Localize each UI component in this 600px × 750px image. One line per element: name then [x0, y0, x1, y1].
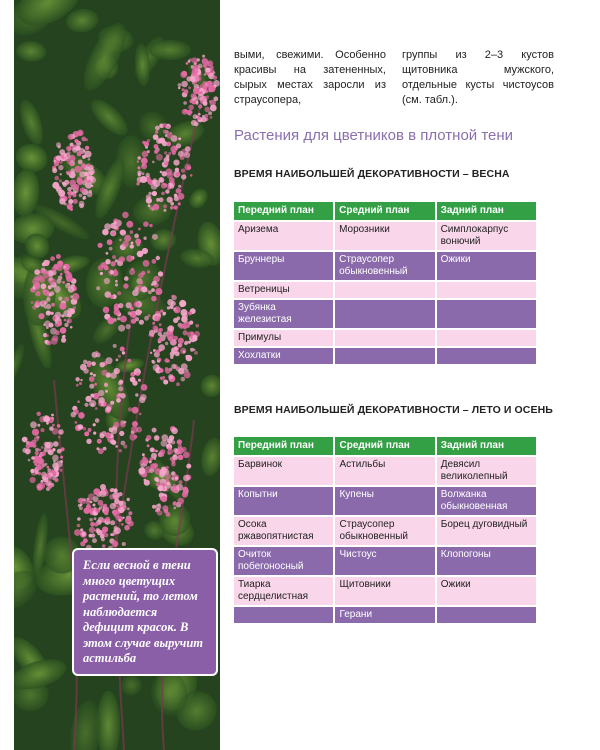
column-header: Передний план [234, 437, 333, 455]
table-cell: Чистоус [335, 547, 434, 575]
table-row [234, 487, 536, 515]
column-header: Задний план [437, 202, 536, 220]
body-text-columns [234, 48, 554, 108]
table-cell: Астильбы [335, 457, 434, 485]
column-header: Передний план [234, 202, 333, 220]
table-cell: Симплокарпус вонючий [437, 222, 536, 250]
table-cell: Примулы [234, 330, 333, 346]
spring-table-heading: ВРЕМЯ НАИБОЛЬШЕЙ ДЕКОРАТИВНОСТИ – ВЕСНА [234, 168, 510, 180]
table-cell [437, 330, 536, 346]
table-cell: Девясил великолепный [437, 457, 536, 485]
table-row [234, 547, 536, 575]
table-header-row [234, 202, 536, 220]
table-cell: Купены [335, 487, 434, 515]
table-cell [234, 607, 333, 623]
section-title: Растения для цветников в плотной тени [234, 127, 514, 144]
tip-callout: Если весной в тени много цветущих растений, то летом наблюдается дефицит красок. В этом случае выручит астильба [72, 548, 218, 676]
table-row [234, 517, 536, 545]
table-row [234, 252, 536, 280]
column-header: Задний план [437, 437, 536, 455]
table-cell [335, 300, 434, 328]
table-cell: Хохлатки [234, 348, 333, 364]
body-text-col-1: выми, свежими. Особенно красивы на затененных, сырых местах заросли из страусопера, [234, 49, 386, 106]
summer-autumn-plants-table [232, 435, 538, 625]
table-cell: Бруннеры [234, 252, 333, 280]
table-cell: Страусопер обыкновенный [335, 252, 434, 280]
table-cell: Аризема [234, 222, 333, 250]
body-text-col-2: группы из 2–3 кустов щитовника мужского, отдельные кусты чистоусов (см. табл.). [402, 49, 554, 106]
summer-autumn-table-heading: ВРЕМЯ НАИБОЛЬШЕЙ ДЕКОРАТИВНОСТИ – ЛЕТО И ОСЕНЬ [234, 404, 553, 416]
table-row [234, 300, 536, 328]
table-cell: Зубянка железистая [234, 300, 333, 328]
column-header: Средний план [335, 202, 434, 220]
table-cell [335, 348, 434, 364]
table-cell: Волжанка обыкновенная [437, 487, 536, 515]
table-cell: Герани [335, 607, 434, 623]
table-cell [335, 282, 434, 298]
table-cell: Страусопер обыкновенный [335, 517, 434, 545]
table-cell: Клопогоны [437, 547, 536, 575]
table-cell: Ожики [437, 577, 536, 605]
table-row [234, 348, 536, 364]
table-header-row [234, 437, 536, 455]
table-row [234, 457, 536, 485]
table-cell: Очиток побегоносный [234, 547, 333, 575]
spring-plants-table [232, 200, 538, 366]
table-cell [437, 607, 536, 623]
table-cell [335, 330, 434, 346]
table-cell [437, 348, 536, 364]
table-cell [437, 282, 536, 298]
table-cell: Осока ржавопятнистая [234, 517, 333, 545]
column-header: Средний план [335, 437, 434, 455]
table-cell: Ожики [437, 252, 536, 280]
table-cell: Барвинок [234, 457, 333, 485]
table-cell [437, 300, 536, 328]
table-row [234, 222, 536, 250]
table-cell: Борец дуговидный [437, 517, 536, 545]
table-row [234, 607, 536, 623]
table-cell: Щитовники [335, 577, 434, 605]
table-cell: Тиарка сердцелистная [234, 577, 333, 605]
table-row [234, 282, 536, 298]
table-row [234, 330, 536, 346]
table-cell: Морозники [335, 222, 434, 250]
table-cell: Копытни [234, 487, 333, 515]
table-row [234, 577, 536, 605]
table-cell: Ветреницы [234, 282, 333, 298]
